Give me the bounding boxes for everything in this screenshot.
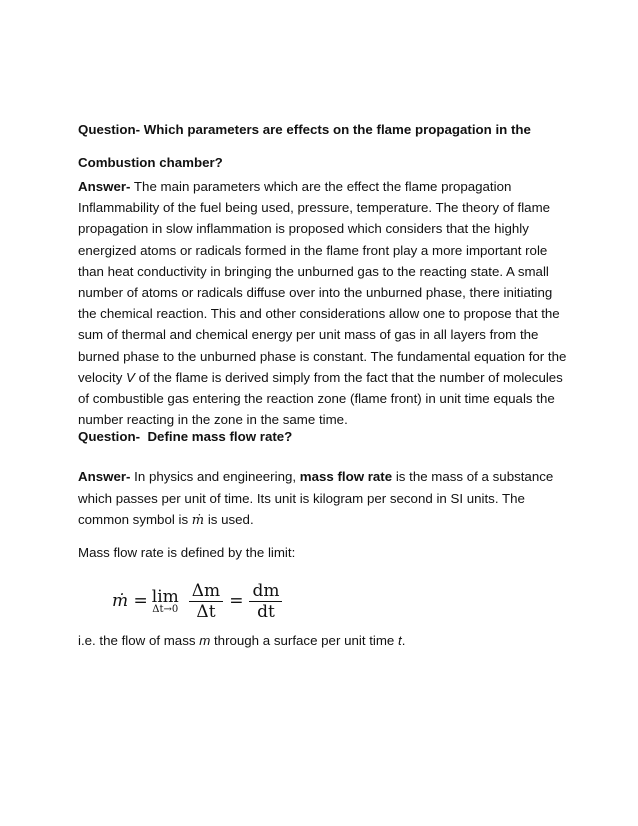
formula-frac1-den: Δt <box>196 601 216 622</box>
formula-equals: = <box>229 591 244 611</box>
answer-2 <box>78 466 573 532</box>
closing-text-part3: . <box>401 633 406 648</box>
closing-text-part1: i.e. the flow of mass <box>78 633 200 648</box>
formula-lim-word: lim <box>151 587 179 607</box>
answer-2-text-part2: is the mass of a substance which passes per unit of time. Its unit is kilogram per second in SI units. The common symbol is <box>78 469 554 527</box>
answer-1-text-part2: of the flame is derived simply from the fact that the number of molecules of combustible gas entering the reaction zone (flame front) in unit time equals the number reacting in the zone in the same time. <box>78 369 563 428</box>
formula-frac1-num: Δm <box>191 580 221 601</box>
limit-intro: Mass flow rate is defined by the limit: <box>78 545 296 560</box>
closing-m: m <box>199 633 211 648</box>
formula-fraction-1 <box>189 581 223 622</box>
formula-frac2-num: dm <box>252 580 280 601</box>
question-1-label: Question- <box>78 122 141 137</box>
answer-1-text-part1: The main parameters which are the effect the flame propagation Inflammability of the fuel being used, pressure, temperature. The theory of flame propagation in slow inflammation is proposed which considers that the highly energized atoms or radicals formed in the flame front play a more important role than heat conductivity in bringing the unburned gas to the reacting state. A small number of atoms or radicals diffuse over into the unburned phase, there initiating the chemical reaction. This and other considerations allow one to propose that the sum of thermal and chemical energy per unit mass of gas in all layers from the burned phase to the unburned phase is constant. The fundamental equation for the velocity <box>78 179 567 385</box>
closing-t: t <box>398 633 402 648</box>
answer-2-text-part3: is used. <box>204 512 254 527</box>
answer-1 <box>78 176 573 430</box>
velocity-symbol: V <box>126 369 135 385</box>
answer-2-text-part1: In physics and engineering, <box>130 469 300 484</box>
formula-fraction-2 <box>249 581 282 622</box>
question-1 <box>78 113 573 179</box>
answer-2-term: mass flow rate <box>299 469 393 484</box>
answer-2-label: Answer- <box>78 469 131 484</box>
question-2-text: Define mass flow rate? <box>140 429 293 444</box>
closing-sentence <box>78 630 405 651</box>
question-1-text: Which parameters are effects on the flame propagation in the Combustion chamber? <box>78 122 531 170</box>
question-2 <box>78 426 292 447</box>
formula-lhs: ṁ = <box>112 591 148 611</box>
formula-lim-sub: Δt→0 <box>152 604 179 615</box>
mass-flow-formula <box>112 576 288 626</box>
mass-flow-symbol: ṁ <box>191 513 205 528</box>
formula-limit <box>152 587 179 615</box>
question-2-label: Question- <box>78 429 141 444</box>
formula-frac2-den: dt <box>257 601 275 622</box>
closing-text-part2: through a surface per unit time <box>210 633 399 648</box>
answer-1-label: Answer- <box>78 179 131 194</box>
